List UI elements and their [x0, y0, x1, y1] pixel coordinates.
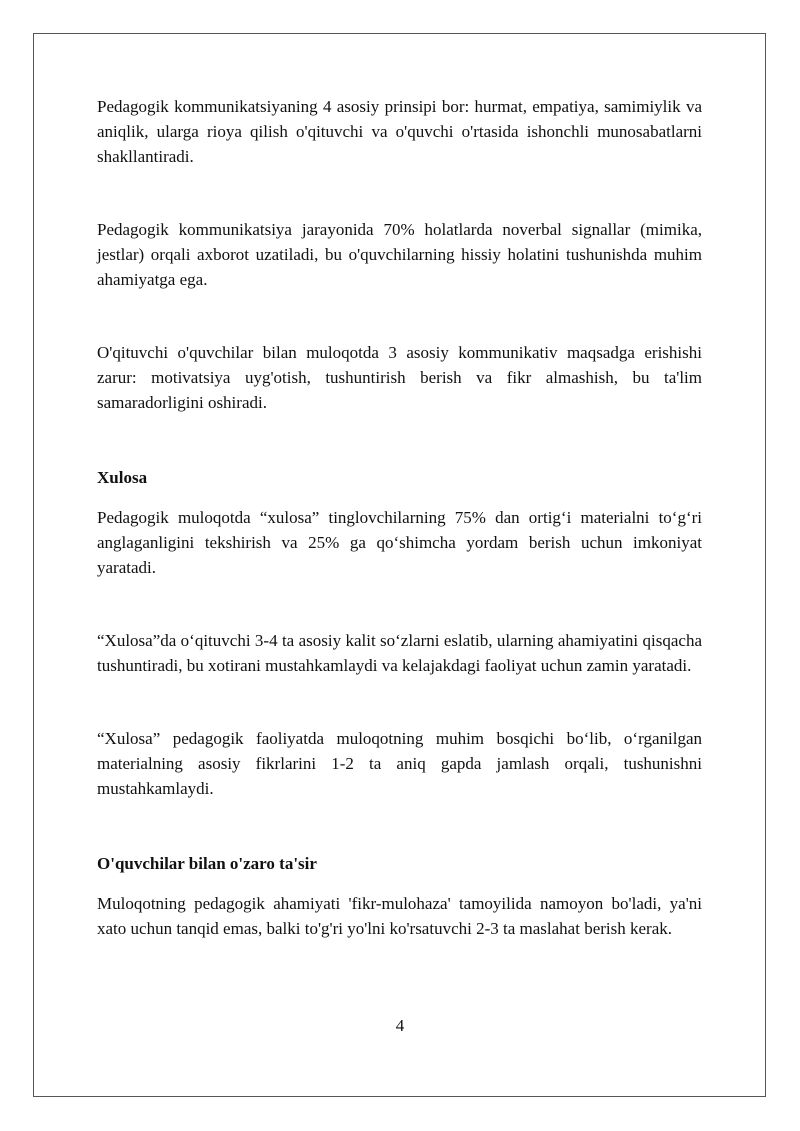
section-heading-ozaro-tasir: O'quvchilar bilan o'zaro ta'sir [97, 854, 317, 873]
section-heading-xulosa: Xulosa [97, 468, 148, 487]
paragraph: O'qituvchi o'quvchilar bilan muloqotda 3 asosiy kommunikativ maqsadga erishishi zarur: motivatsiya uyg'otish, tushuntirish berish va fikr almashish, bu ta'lim samaradorligini oshiradi. [97, 343, 702, 412]
document-body [97, 94, 702, 941]
paragraph: Pedagogik muloqotda “xulosa” tinglovchilarning 75% dan ortig‘i materialni to‘g‘ri anglaganligini tekshirish va 25% ga qo‘shimcha yordam berish uchun imkoniyat yaratadi. [97, 508, 702, 577]
paragraph: Pedagogik kommunikatsiya jarayonida 70% holatlarda noverbal signallar (mimika, jestlar) orqali axborot uzatiladi, bu o'quvchilarning hissiy holatini tushunishda muhim ahamiyatga ega. [97, 220, 702, 289]
paragraph: “Xulosa” pedagogik faoliyatda muloqotning muhim bosqichi bo‘lib, o‘rganilgan materialning asosiy fikrlarini 1-2 ta aniq gapda jamlash orqali, tushunishni mustahkamlaydi. [97, 729, 702, 798]
page-number: 4 [395, 1016, 405, 1035]
paragraph: “Xulosa”da o‘qituvchi 3-4 ta asosiy kalit so‘zlarni eslatib, ularning ahamiyatini qisqacha tushuntiradi, bu xotirani mustahkamlaydi va kelajakdagi faoliyat uchun zamin yaratadi. [97, 631, 702, 675]
paragraph: Muloqotning pedagogik ahamiyati 'fikr-mulohaza' tamoyilida namoyon bo'ladi, ya'ni xato uchun tanqid emas, balki to'g'ri yo'lni ko'rsatuvchi 2-3 ta maslahat berish kerak. [97, 894, 702, 938]
paragraph: Pedagogik kommunikatsiyaning 4 asosiy prinsipi bor: hurmat, empatiya, samimiylik va aniqlik, ularga rioya qilish o'qituvchi va o'quvchi o'rtasida ishonchli munosabatlarni shakllantiradi. [97, 97, 702, 166]
